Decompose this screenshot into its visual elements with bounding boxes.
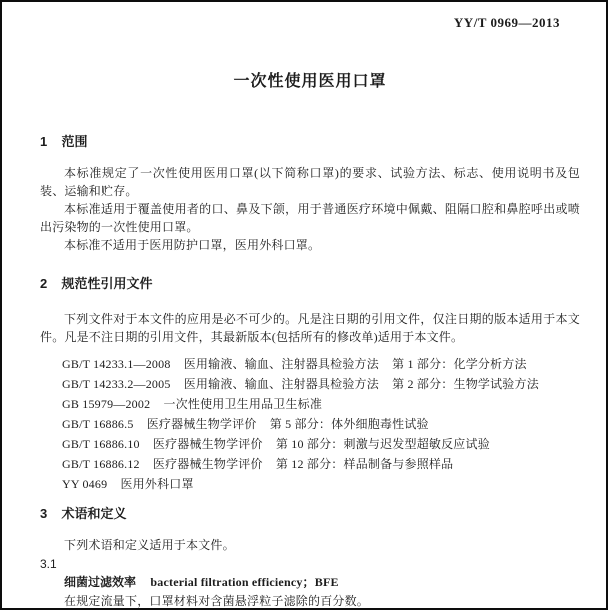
reference-code: GB/T 14233.2—2005 [62,377,171,391]
section-references-heading [40,276,580,292]
reference-title: 医疗器械生物学评价 [152,437,263,451]
reference-part: 第 1 部分：化学分析方法 [392,357,527,371]
normative-reference-item [62,454,580,474]
reference-part: 第 10 部分：刺激与迟发型超敏反应试验 [275,437,490,451]
scope-paragraph: 本标准不适用于医用防护口罩，医用外科口罩。 [64,238,321,252]
section-heading-label: 范围 [61,134,88,149]
reference-title: 医疗器械生物学评价 [146,417,257,431]
reference-code: YY 0469 [62,477,108,491]
section-terms-heading [40,506,580,522]
reference-code: GB/T 16886.12 [62,457,140,471]
normative-reference-item [62,374,580,394]
reference-title: 医用输液、输血、注射器具检验方法 [183,357,379,371]
doc-number: YY/T 0969—2013 [453,15,560,30]
reference-part: 第 12 部分：样品制备与参照样品 [275,457,454,471]
section-number: 1 [40,134,48,149]
reference-title: 医疗器械生物学评价 [152,457,263,471]
section-heading-label: 术语和定义 [61,506,127,521]
reference-code: GB 15979—2002 [62,397,151,411]
term-number: 3.1 [40,557,57,571]
normative-reference-list [40,354,580,494]
section-heading-label: 规范性引用文件 [61,276,153,291]
section-scope-heading [40,134,580,150]
reference-part: 第 5 部分：体外细胞毒性试验 [269,417,429,431]
reference-code: GB/T 16886.10 [62,437,140,451]
section-number: 2 [40,276,48,291]
reference-part: 第 2 部分：生物学试验方法 [392,377,539,391]
term-name-zh: 细菌过滤效率 [64,575,137,589]
normative-reference-item [62,414,580,434]
references-intro-paragraph: 下列文件对于本文件的应用是必不可少的。凡是注日期的引用文件，仅注日期的版本适用于本文件。凡是不注日期的引用文件，其最新版本(包括所有的修改单)适用于本文件。 [40,312,580,344]
normative-reference-item [62,474,580,494]
document-title: 一次性使用医用口罩 [233,73,387,90]
section-number: 3 [40,506,48,521]
reference-code: GB/T 14233.1—2008 [62,357,171,371]
normative-reference-item [62,394,580,414]
reference-title: 一次性使用卫生用品卫生标准 [163,397,323,411]
terms-intro-paragraph: 下列术语和定义适用于本文件。 [64,538,235,552]
scope-paragraph: 本标准适用于覆盖使用者的口、鼻及下颌，用于普通医疗环境中佩戴、阻隔口腔和鼻腔呼出或喷出污染物的一次性使用口罩。 [40,202,580,234]
reference-code: GB/T 16886.5 [62,417,134,431]
normative-reference-item [62,434,580,454]
term-definition: 在规定流量下，口罩材料对含菌悬浮粒子滤除的百分数。 [64,594,370,608]
reference-title: 医用输液、输血、注射器具检验方法 [183,377,379,391]
reference-title: 医用外科口罩 [120,477,194,491]
normative-reference-item [62,354,580,374]
scope-paragraph: 本标准规定了一次性使用医用口罩(以下简称口罩)的要求、试验方法、标志、使用说明书及包装、运输和贮存。 [40,166,580,198]
term-name-en: bacterial filtration efficiency；BFE [150,575,339,589]
term-entry [40,574,580,590]
